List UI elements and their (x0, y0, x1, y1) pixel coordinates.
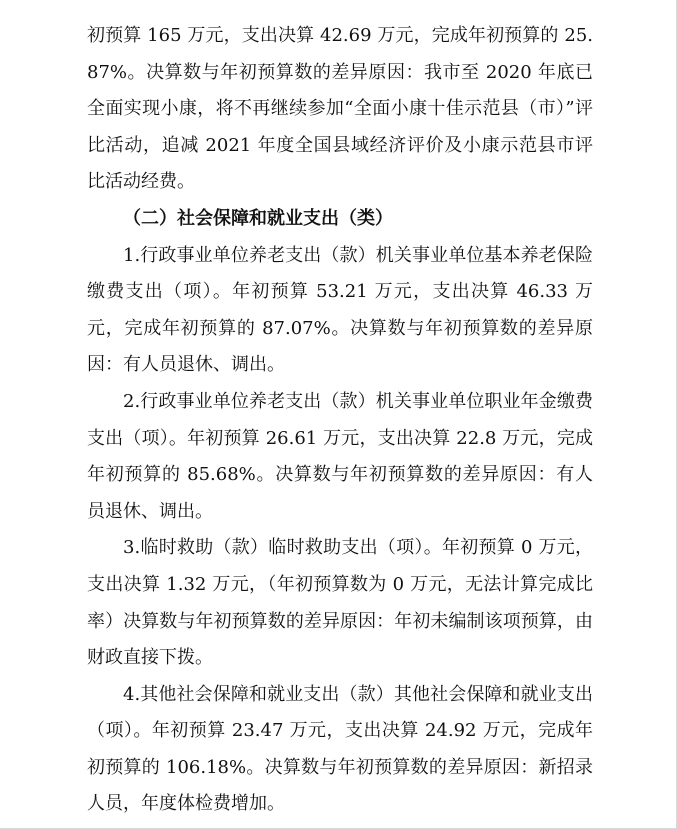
paragraph-item-2: 2.行政事业单位养老支出（款）机关事业单位职业年金缴费支出（项）。年初预算 26.61 万元，支出决算 22.8 万元，完成年初预算的 85.68%。决算数与年初预算数的差异原因：有人员退休、调出。 (87, 390, 593, 522)
document-body (87, 18, 593, 823)
paragraph-item-1: 1.行政事业单位养老支出（款）机关事业单位基本养老保险缴费支出（项）。年初预算 53.21 万元，支出决算 46.33 万元，完成年初预算的 87.07%。决算数与年初预算数的差异原因：有人员退休、调出。 (87, 244, 593, 376)
paragraph-continuation: 初预算 165 万元，支出决算 42.69 万元，完成年初预算的 25.87%。决算数与年初预算数的差异原因：我市至 2020 年底已全面实现小康，将不再继续参加“全面小康十佳示范县（市）”评比活动，追减 2021 年度全国县域经济评价及小康示范县市评比活动经费。 (87, 25, 593, 193)
section-heading: （二）社会保障和就业支出（类） (123, 207, 393, 229)
paragraph-item-3: 3.临时救助（款）临时救助支出（项）。年初预算 0 万元，支出决算 1.32 万元，（年初预算数为 0 万元，无法计算完成比率）决算数与年初预算数的差异原因：年初未编制该项预算，由财政直接下拨。 (87, 537, 593, 669)
paragraph-item-4: 4.其他社会保障和就业支出（款）其他社会保障和就业支出（项）。年初预算 23.47 万元，支出决算 24.92 万元，完成年初预算的 106.18%。决算数与年初预算数的差异原因：新招录人员，年度体检费增加。 (87, 683, 593, 815)
